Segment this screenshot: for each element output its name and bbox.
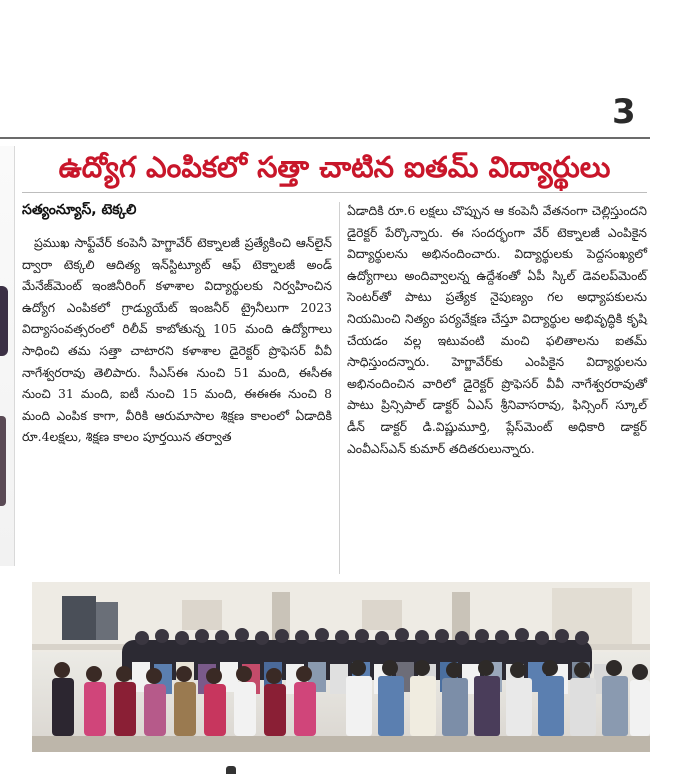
page-number: 3: [612, 92, 635, 132]
adjacent-photo-fragment: [0, 286, 8, 356]
adjacent-photo-fragment-lower: [0, 416, 6, 506]
column-divider: [339, 202, 340, 574]
adjacent-article-strip: [0, 146, 15, 566]
bottom-margin: [0, 760, 695, 775]
group-photo-icon: [32, 582, 650, 752]
article-dateline: సత్యంన్యూస్, టెక్కలి: [22, 202, 137, 218]
group-photo: [32, 582, 650, 752]
article-body-right: ఏడాదికి రూ.6 లక్షలు చొప్పున ఆ కంపెనీ వేతనంగా చెల్లిస్తుందని డైరెక్టర్ పేర్కొన్నారు. ఈ సందర్భంగా వేర్ టెక్నాలజీ ఎంపికైన విద్యార్థులను అభినందించారు. విద్యార్థులకు పెద్దసంఖ్యలో ఉద్యోగాలు అందివ్వాలన్న ఉద్దేశంతో ఏపీ స్కిల్ డెవలప్‌మెంట్ సెంటర్‌తో పాటు ప్రత్యేక నైపుణ్యం గల అధ్యాపకులను నియమించి నిత్యం పర్యవేక్షణ చేస్తూ విద్యార్థుల అభివృద్ధికి కృషి చేయడం వల్ల ఇటువంటి మంచి ఫలితాలను ఐతమ్ సాధిస్తుందన్నారు. హెగ్జావేర్‌కు ఎంపికైన విద్యార్థులను అభినందించిన వారిలో డైరెక్టర్ ప్రొఫెసర్ వీవీ నాగేశ్వరరావుతో పాటు ప్రిన్సిపాల్ డాక్టర్ ఏఎస్ శ్రీనివాసరావు, ఫిన్సింగ్ స్కూల్ డీన్ డాక్టర్ డి.విష్ణుమూర్తి, ప్లేస్‌మెంట్ అధికారి డాక్టర్ ఎంవీఎస్ఎన్ కుమార్ తదితరులున్నారు.: [347, 203, 647, 456]
next-article-fragment: [226, 766, 236, 774]
top-divider-rule: [0, 137, 650, 139]
article-headline: ఉద్యోగ ఎంపికలో సత్తా చాటిన ఐతమ్ విద్యార్థులు: [58, 150, 611, 184]
article-body-left: ప్రముఖ సాఫ్ట్‌వేర్ కంపెనీ హెగ్జావేర్ టెక్నాలజీ ప్రత్యేకించి ఆన్‌లైన్ ద్వారా టెక్కలి ఆదిత్య ఇన్‌స్టిట్యూట్ ఆఫ్ టెక్నాలజీ అండ్ మేనేజ్‌మెంట్ ఇంజినీరింగ్ కళాశాల విద్యార్థులకు నిర్వహించిన ఉద్యోగ ఎంపికలో గ్రాడ్యుయేట్ ఇంజనీర్ ట్రైనీలుగా 2023 విద్యాసంవత్సరంలో రిలీవ్ కాబోతున్న 105 మంది ఉద్యోగాలు సాధించి తమ సత్తా చాటారని కళాశాల డైరెక్టర్ ప్రొఫెసర్ వీవీ నాగేశ్వరరావు తెలిపారు. సీఎస్ఈ నుంచి 51 మంది, ఈసీఈ నుంచి 31 మంది, ఐటీ నుంచి 15 మంది, ఈఈఈ నుంచి 8 మంది ఎంపిక కాగా, వీరికి ఆరుమాసాల శిక్షణ కాలంలో ఏడాదికి రూ.4లక్షలు, శిక్షణ కాలం పూర్తయిన తర్వాత: [22, 235, 332, 445]
article-column-right: [347, 200, 647, 459]
article-column-left: [22, 200, 332, 448]
headline-underline: [22, 192, 647, 193]
